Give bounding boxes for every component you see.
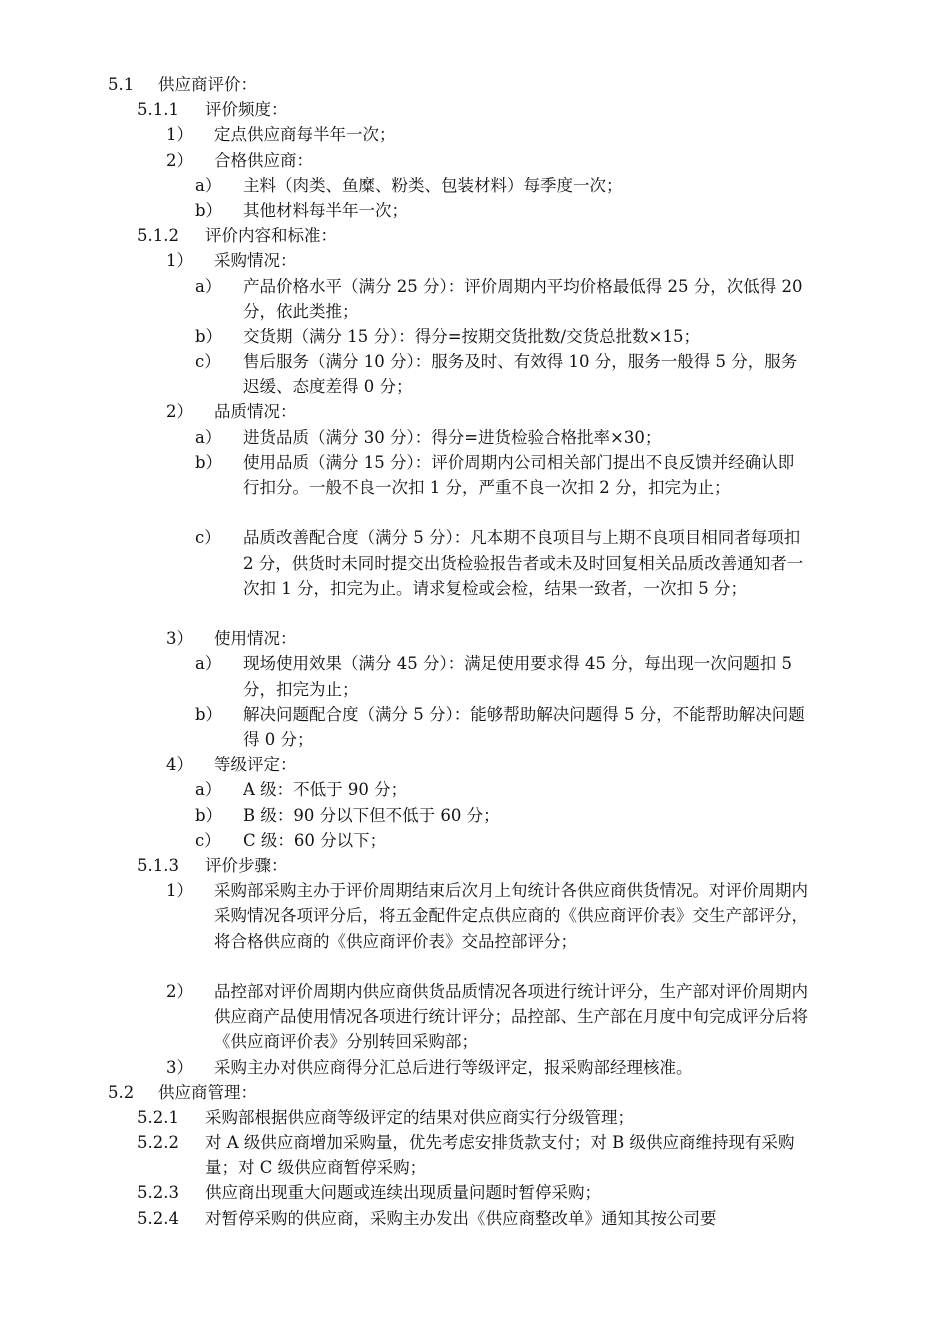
item-number: a） [195, 175, 222, 195]
item-number: a） [195, 654, 222, 674]
list-item [0, 777, 950, 802]
list-item [0, 828, 950, 853]
list-item [0, 1130, 950, 1180]
item-number: b） [195, 452, 223, 472]
list-item [0, 450, 950, 526]
item-text: 合格供应商： [214, 150, 313, 170]
item-number: b） [195, 704, 223, 724]
item-number: b） [195, 326, 223, 346]
item-text: 采购情况： [214, 251, 297, 271]
item-number: c） [195, 528, 221, 548]
list-item [0, 223, 950, 248]
item-text: 其他材料每半年一次； [243, 200, 408, 220]
item-number: b） [195, 805, 223, 825]
item-text: 售后服务（满分 10 分）：服务及时、有效得 10 分，服务一般得 5 分，服务迟缓、态度差得 0 分； [243, 352, 798, 397]
item-number: 2） [166, 150, 193, 170]
item-number: 1） [166, 125, 193, 145]
list-item [0, 626, 950, 651]
item-text: 解决问题配合度（满分 5 分）：能够帮助解决问题得 5 分，不能帮助解决问题得 0 分； [243, 704, 805, 750]
item-number: 1） [166, 251, 193, 271]
list-item [0, 72, 950, 97]
item-number: 3） [166, 1057, 193, 1077]
item-number: 2） [166, 981, 193, 1001]
item-number: 5.1 [108, 75, 135, 94]
item-text: 采购部采购主办于评价周期结束后次月上旬统计各供应商供货情况。对评价周期内采购情况各项评分后，将五金配件定点供应商的《供应商评价表》交生产部评分，将合格供应商的《供应商评价表》交品控部评分； [214, 881, 808, 951]
list-item [0, 1180, 950, 1205]
item-text: 对暂停采购的供应商，采购主办发出《供应商整改单》通知其按公司要 [205, 1208, 717, 1228]
item-text: 产品价格水平（满分 25 分）：评价周期内平均价格最低得 25 分，次低得 20 分，依此类推； [243, 276, 803, 321]
item-number: 5.2.3 [137, 1183, 179, 1203]
list-item [0, 803, 950, 828]
item-text: 主料（肉类、鱼糜、粉类、包装材料）每季度一次； [243, 175, 623, 195]
list-item [0, 853, 950, 878]
item-number: 4） [166, 755, 193, 775]
item-text: 供应商管理： [158, 1082, 257, 1102]
item-number: a） [195, 780, 222, 800]
list-item [0, 248, 950, 273]
item-number: a） [195, 276, 222, 296]
item-text: A 级：不低于 90 分； [243, 780, 408, 800]
list-item [0, 1080, 950, 1105]
item-text: 评价内容和标准： [205, 226, 337, 246]
item-number: c） [195, 352, 221, 372]
list-item [0, 979, 950, 1055]
list-item [0, 122, 950, 147]
item-number: 5.2.4 [137, 1208, 179, 1228]
item-text: 品控部对评价周期内供应商供货品质情况各项进行统计评分，生产部对评价周期内供应商产品使用情况各项进行统计评分；品控部、生产部在月度中旬完成评分后将《供应商评价表》分别转回采购部； [214, 981, 808, 1052]
item-text: 等级评定： [214, 755, 297, 775]
item-number: 5.1.1 [137, 100, 179, 120]
item-number: b） [195, 200, 223, 220]
list-item [0, 173, 950, 198]
item-text: C 级：60 分以下； [243, 830, 387, 850]
item-number: a） [195, 427, 222, 447]
item-text: 定点供应商每半年一次； [214, 125, 396, 145]
list-item [0, 702, 950, 752]
item-number: 5.2.2 [137, 1133, 179, 1153]
item-text: 使用情况： [214, 629, 297, 649]
item-number: 1） [166, 881, 193, 901]
list-item [0, 399, 950, 424]
document-body [0, 72, 950, 1231]
list-item [0, 324, 950, 349]
item-number: 2） [166, 402, 193, 422]
item-text: 评价步骤： [205, 855, 288, 875]
item-text: 供应商评价： [158, 75, 257, 94]
item-number: 5.2 [108, 1082, 135, 1102]
item-text: 采购主办对供应商得分汇总后进行等级评定，报采购部经理核准。 [214, 1057, 693, 1077]
list-item [0, 97, 950, 122]
item-text: 品质改善配合度（满分 5 分）：凡本期不良项目与上期不良项目相同者每项扣 2 分，供货时未同时提交出货检验报告者或未及时回复相关品质改善通知者一次扣 1 分，扣完为止。请求复检或会检，结果一致者，一次扣 5 分； [243, 528, 804, 598]
item-text: 现场使用效果（满分 45 分）：满足使用要求得 45 分，每出现一次问题扣 5 分，扣完为止； [243, 654, 792, 699]
item-number: 3） [166, 629, 193, 649]
list-item [0, 651, 950, 701]
item-text: B 级：90 分以下但不低于 60 分； [243, 805, 500, 825]
list-item [0, 1206, 950, 1231]
list-item [0, 425, 950, 450]
item-number: 5.2.1 [137, 1107, 179, 1127]
item-text: 使用品质（满分 15 分）：评价周期内公司相关部门提出不良反馈并经确认即行扣分。一般不良一次扣 1 分，严重不良一次扣 2 分，扣完为止； [243, 452, 795, 498]
item-text: 进货品质（满分 30 分）：得分=进货检验合格批率×30； [243, 427, 662, 447]
list-item [0, 878, 950, 979]
item-text: 对 A 级供应商增加采购量，优先考虑安排货款支付；对 B 级供应商维持现有采购量；对 C 级供应商暂停采购； [205, 1133, 795, 1178]
list-item [0, 198, 950, 223]
list-item [0, 1105, 950, 1130]
item-number: c） [195, 830, 221, 850]
list-item [0, 148, 950, 173]
item-number: 5.1.3 [137, 855, 179, 875]
item-text: 评价频度： [205, 100, 288, 120]
item-text: 供应商出现重大问题或连续出现质量问题时暂停采购； [205, 1183, 601, 1203]
list-item [0, 752, 950, 777]
item-number: 5.1.2 [137, 226, 179, 246]
list-item [0, 525, 950, 626]
item-text: 交货期（满分 15 分）：得分=按期交货批数/交货总批数×15； [243, 326, 700, 346]
list-item [0, 1055, 950, 1080]
item-text: 采购部根据供应商等级评定的结果对供应商实行分级管理； [205, 1107, 634, 1127]
list-item [0, 274, 950, 324]
item-text: 品质情况： [214, 402, 297, 422]
list-item [0, 349, 950, 399]
